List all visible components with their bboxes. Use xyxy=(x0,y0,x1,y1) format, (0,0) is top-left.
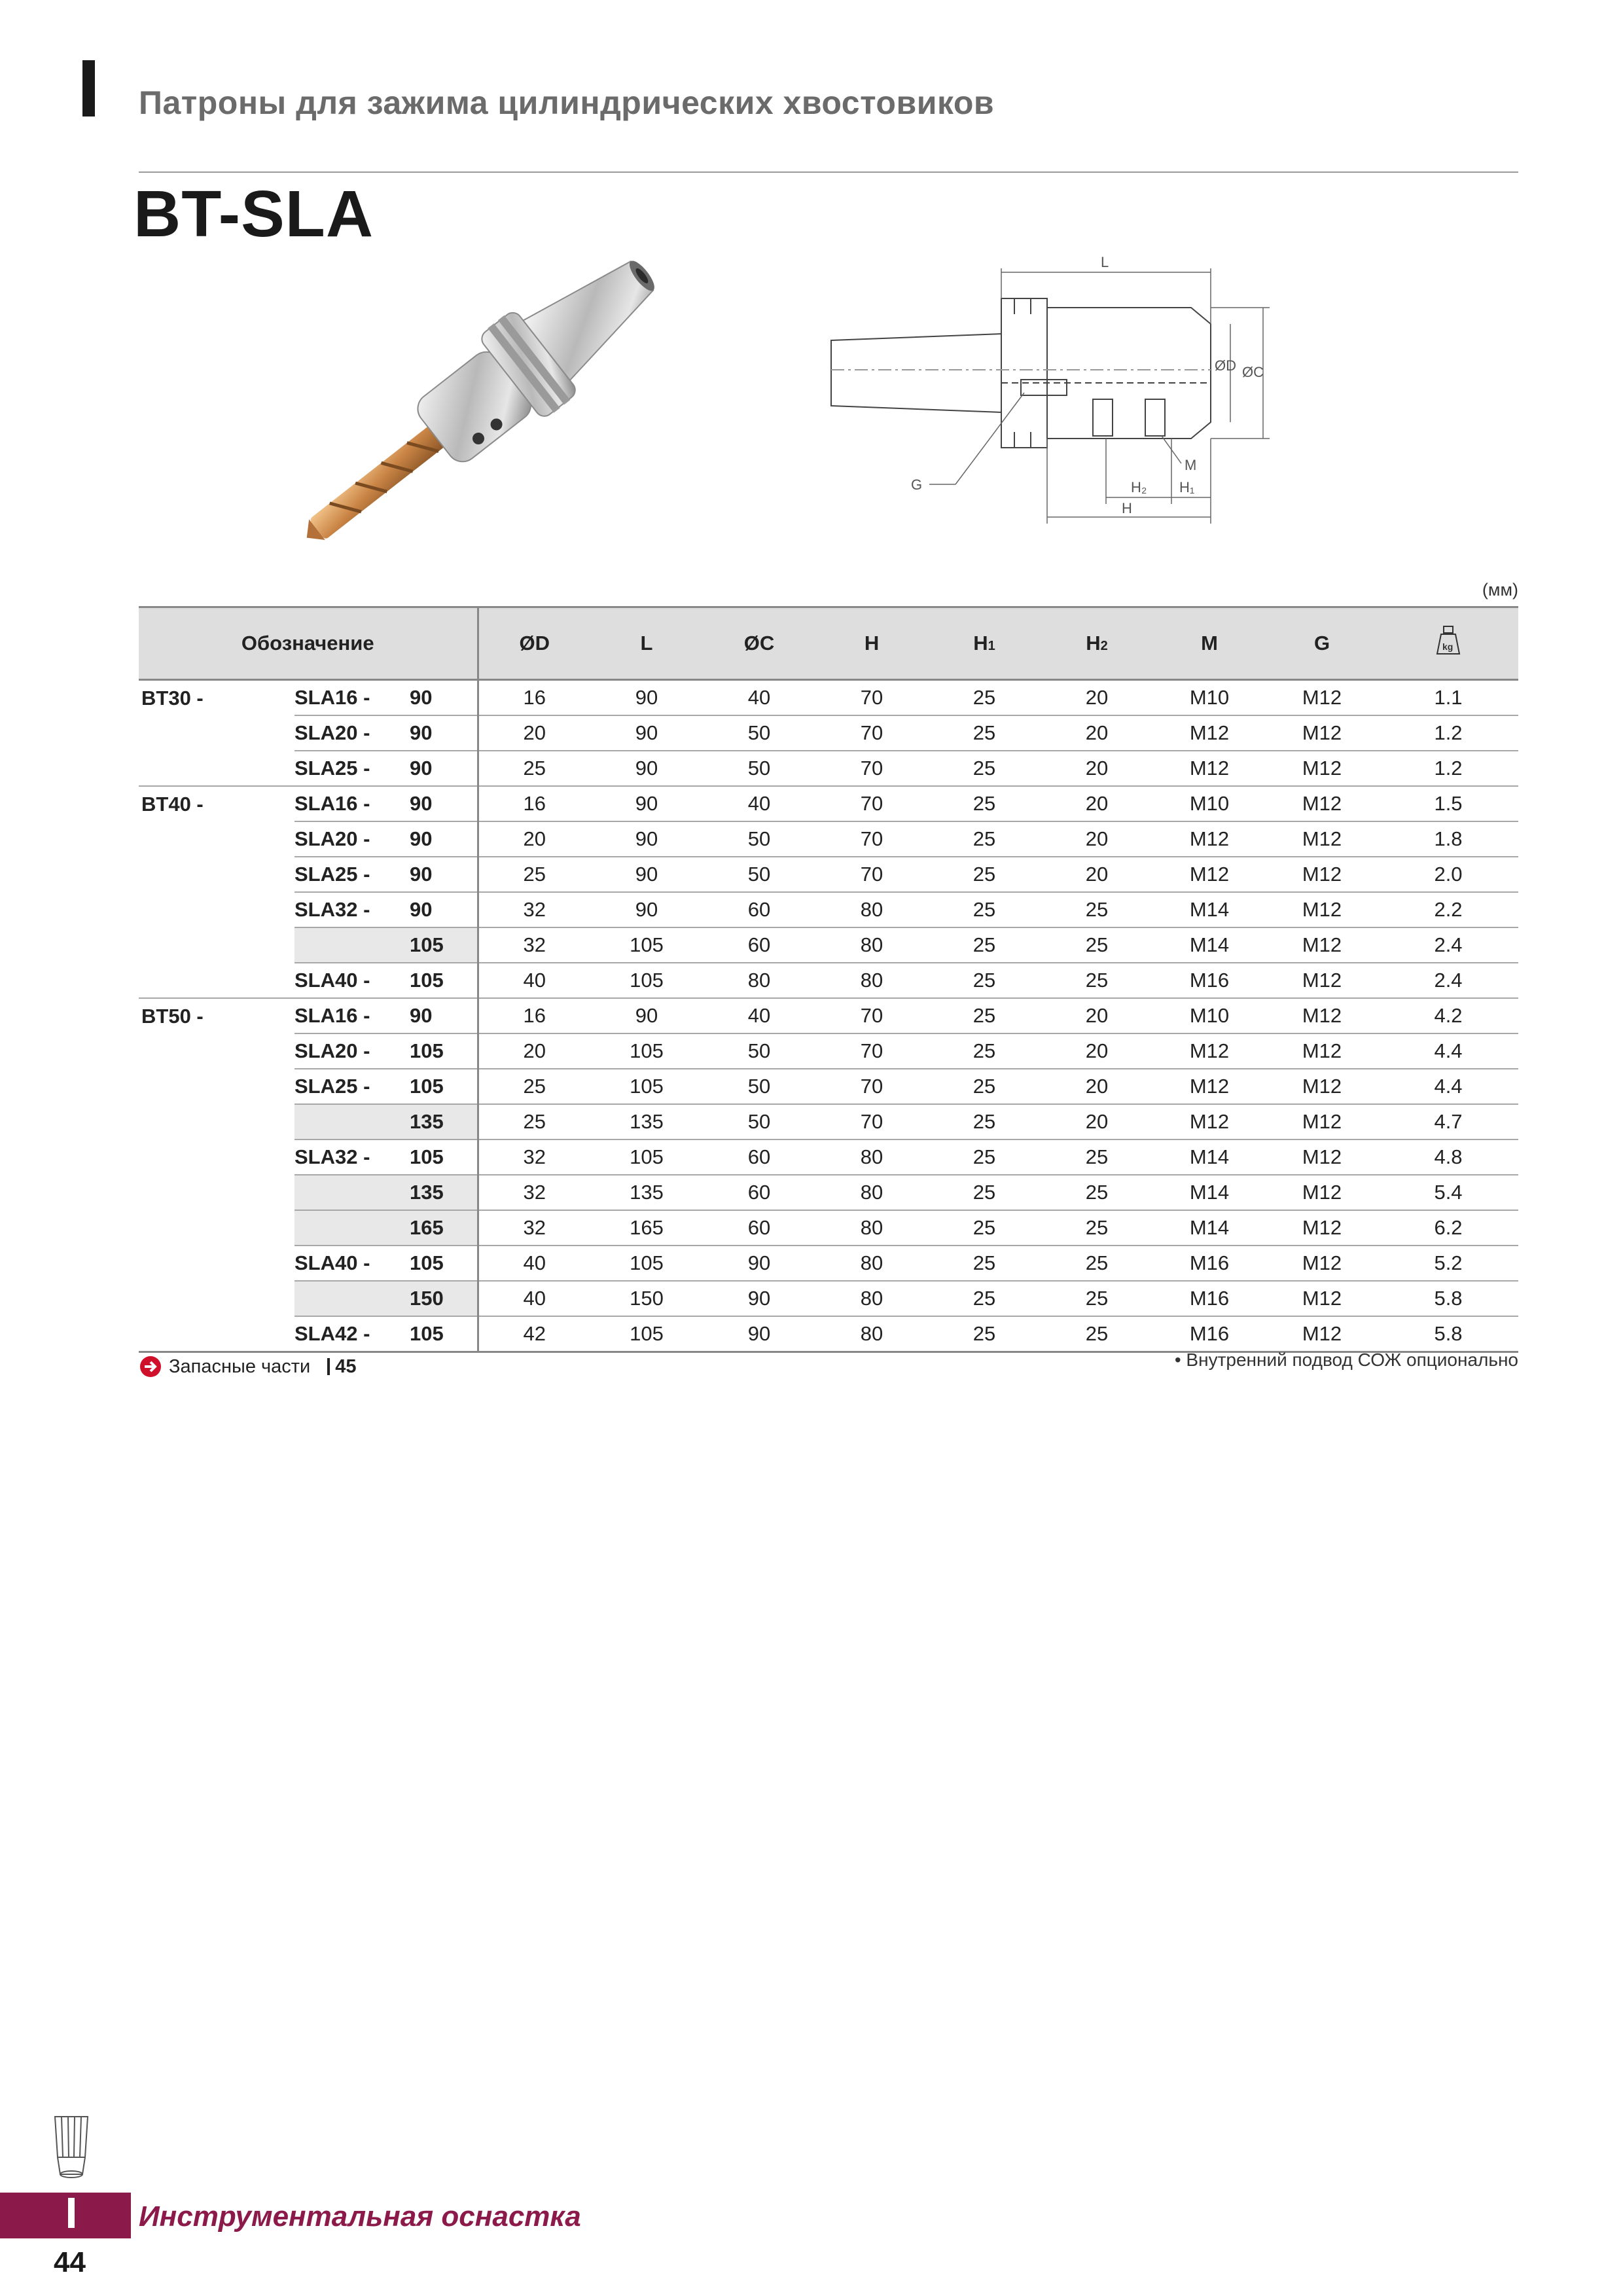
table-row xyxy=(139,1033,1518,1069)
value-cell-W: 6.2 xyxy=(1378,1210,1518,1246)
series-cell xyxy=(139,751,294,786)
units-label: (мм) xyxy=(1482,580,1518,600)
value-cell-H2: 25 xyxy=(1041,1281,1153,1316)
value-cell-H2: 25 xyxy=(1041,1210,1153,1246)
value-cell-D: 25 xyxy=(478,857,590,892)
arrow-circle-icon xyxy=(139,1355,162,1378)
value-cell-C: 50 xyxy=(703,751,815,786)
dim-M-label: M xyxy=(1185,457,1197,473)
value-cell-D: 40 xyxy=(478,1246,590,1281)
value-cell-M: M12 xyxy=(1153,1069,1266,1104)
value-cell-W: 5.2 xyxy=(1378,1246,1518,1281)
series-cell xyxy=(139,1033,294,1069)
footer-section-mark xyxy=(68,2198,75,2228)
value-cell-G: M12 xyxy=(1266,1210,1378,1246)
value-cell-W: 2.4 xyxy=(1378,963,1518,998)
value-cell-G: M12 xyxy=(1266,892,1378,927)
value-cell-H1: 25 xyxy=(928,892,1041,927)
value-cell-H: 80 xyxy=(815,927,928,963)
header-L: L xyxy=(590,607,703,680)
value-cell-H: 80 xyxy=(815,1139,928,1175)
value-cell-H1: 25 xyxy=(928,751,1041,786)
length-cell: 105 xyxy=(410,1246,478,1281)
value-cell-D: 40 xyxy=(478,1281,590,1316)
model-cell xyxy=(294,1281,410,1316)
value-cell-H: 80 xyxy=(815,1281,928,1316)
value-cell-D: 16 xyxy=(478,786,590,821)
value-cell-C: 50 xyxy=(703,715,815,751)
value-cell-H: 80 xyxy=(815,1175,928,1210)
dim-D-label: ØD xyxy=(1215,357,1236,374)
spare-parts-link[interactable] xyxy=(139,1355,357,1378)
table-row xyxy=(139,998,1518,1033)
value-cell-C: 50 xyxy=(703,1104,815,1139)
model-cell: SLA40 - xyxy=(294,963,410,998)
value-cell-H1: 25 xyxy=(928,1246,1041,1281)
series-cell xyxy=(139,715,294,751)
weight-kg-icon xyxy=(1432,625,1465,656)
model-cell: SLA25 - xyxy=(294,857,410,892)
value-cell-C: 50 xyxy=(703,821,815,857)
length-cell: 135 xyxy=(410,1104,478,1139)
value-cell-H2: 25 xyxy=(1041,963,1153,998)
value-cell-H1: 25 xyxy=(928,1175,1041,1210)
value-cell-H: 80 xyxy=(815,963,928,998)
value-cell-W: 5.8 xyxy=(1378,1281,1518,1316)
length-cell: 90 xyxy=(410,680,478,716)
value-cell-L: 105 xyxy=(590,1069,703,1104)
value-cell-C: 90 xyxy=(703,1281,815,1316)
value-cell-H: 70 xyxy=(815,1104,928,1139)
value-cell-L: 105 xyxy=(590,1246,703,1281)
value-cell-H: 80 xyxy=(815,1210,928,1246)
series-cell xyxy=(139,857,294,892)
table-row xyxy=(139,857,1518,892)
length-cell: 105 xyxy=(410,1316,478,1352)
value-cell-W: 2.2 xyxy=(1378,892,1518,927)
series-cell xyxy=(139,1069,294,1104)
value-cell-H: 70 xyxy=(815,821,928,857)
value-cell-M: M10 xyxy=(1153,680,1266,716)
table-row xyxy=(139,1246,1518,1281)
section-title: Патроны для зажима цилиндрических хвостовиков xyxy=(139,84,995,121)
value-cell-H1: 25 xyxy=(928,1210,1041,1246)
model-cell: SLA20 - xyxy=(294,715,410,751)
length-cell: 90 xyxy=(410,998,478,1033)
value-cell-C: 60 xyxy=(703,1139,815,1175)
length-cell: 105 xyxy=(410,963,478,998)
dim-H-label: H xyxy=(1122,500,1132,516)
table-row xyxy=(139,1316,1518,1352)
value-cell-H: 70 xyxy=(815,998,928,1033)
length-cell: 165 xyxy=(410,1210,478,1246)
value-cell-D: 25 xyxy=(478,751,590,786)
value-cell-M: M12 xyxy=(1153,821,1266,857)
dim-H1-label: H₁ xyxy=(1179,479,1195,495)
dim-L-label: L xyxy=(1101,254,1109,270)
section-marker-bar xyxy=(82,60,95,117)
value-cell-C: 60 xyxy=(703,927,815,963)
series-cell xyxy=(139,1175,294,1210)
value-cell-H2: 20 xyxy=(1041,1033,1153,1069)
value-cell-H1: 25 xyxy=(928,998,1041,1033)
value-cell-L: 105 xyxy=(590,1033,703,1069)
value-cell-W: 5.8 xyxy=(1378,1316,1518,1352)
value-cell-H1: 25 xyxy=(928,786,1041,821)
value-cell-H2: 25 xyxy=(1041,1139,1153,1175)
value-cell-H2: 20 xyxy=(1041,715,1153,751)
header-G: G xyxy=(1266,607,1378,680)
value-cell-H: 70 xyxy=(815,786,928,821)
series-cell: BT50 - xyxy=(141,1004,204,1028)
value-cell-L: 105 xyxy=(590,1316,703,1352)
dim-G-label: G xyxy=(911,476,923,493)
value-cell-G: M12 xyxy=(1266,680,1378,716)
value-cell-G: M12 xyxy=(1266,1033,1378,1069)
value-cell-G: M12 xyxy=(1266,1281,1378,1316)
svg-text:kg: kg xyxy=(1442,641,1454,652)
value-cell-D: 32 xyxy=(478,1139,590,1175)
length-cell: 105 xyxy=(410,1069,478,1104)
value-cell-L: 90 xyxy=(590,857,703,892)
table-row xyxy=(139,1104,1518,1139)
value-cell-C: 50 xyxy=(703,857,815,892)
value-cell-L: 135 xyxy=(590,1175,703,1210)
length-cell: 90 xyxy=(410,751,478,786)
value-cell-H1: 25 xyxy=(928,1281,1041,1316)
model-cell xyxy=(294,1175,410,1210)
model-cell xyxy=(294,1104,410,1139)
header-H: H xyxy=(815,607,928,680)
value-cell-C: 40 xyxy=(703,786,815,821)
table-row xyxy=(139,927,1518,963)
value-cell-G: M12 xyxy=(1266,1246,1378,1281)
value-cell-D: 32 xyxy=(478,892,590,927)
model-title: BT-SLA xyxy=(134,177,374,251)
value-cell-H2: 20 xyxy=(1041,998,1153,1033)
value-cell-G: M12 xyxy=(1266,1139,1378,1175)
value-cell-H1: 25 xyxy=(928,1069,1041,1104)
value-cell-H2: 20 xyxy=(1041,680,1153,716)
value-cell-C: 40 xyxy=(703,998,815,1033)
value-cell-M: M12 xyxy=(1153,751,1266,786)
length-cell: 90 xyxy=(410,786,478,821)
value-cell-D: 40 xyxy=(478,963,590,998)
value-cell-C: 90 xyxy=(703,1246,815,1281)
value-cell-D: 20 xyxy=(478,715,590,751)
value-cell-M: M14 xyxy=(1153,892,1266,927)
value-cell-L: 165 xyxy=(590,1210,703,1246)
value-cell-M: M14 xyxy=(1153,927,1266,963)
table-row xyxy=(139,751,1518,786)
spare-parts-label: Запасные части xyxy=(169,1355,311,1377)
table-row xyxy=(139,1175,1518,1210)
series-cell xyxy=(139,927,294,963)
value-cell-D: 25 xyxy=(478,1104,590,1139)
value-cell-H2: 20 xyxy=(1041,1069,1153,1104)
value-cell-W: 4.2 xyxy=(1378,998,1518,1033)
value-cell-H2: 25 xyxy=(1041,1175,1153,1210)
value-cell-L: 90 xyxy=(590,821,703,857)
value-cell-L: 105 xyxy=(590,1139,703,1175)
model-cell: SLA20 - xyxy=(294,821,410,857)
value-cell-L: 90 xyxy=(590,680,703,716)
length-cell: 105 xyxy=(410,1139,478,1175)
value-cell-H1: 25 xyxy=(928,715,1041,751)
value-cell-W: 1.2 xyxy=(1378,715,1518,751)
value-cell-L: 105 xyxy=(590,963,703,998)
value-cell-H: 70 xyxy=(815,680,928,716)
table-row xyxy=(139,1281,1518,1316)
value-cell-C: 40 xyxy=(703,680,815,716)
header-C: ØC xyxy=(703,607,815,680)
value-cell-H: 80 xyxy=(815,1246,928,1281)
value-cell-G: M12 xyxy=(1266,963,1378,998)
value-cell-L: 105 xyxy=(590,927,703,963)
length-cell: 90 xyxy=(410,892,478,927)
value-cell-H2: 20 xyxy=(1041,1104,1153,1139)
model-cell: SLA25 - xyxy=(294,751,410,786)
value-cell-H: 70 xyxy=(815,857,928,892)
header-D: ØD xyxy=(478,607,590,680)
value-cell-H1: 25 xyxy=(928,821,1041,857)
value-cell-M: M12 xyxy=(1153,1033,1266,1069)
model-cell: SLA16 - xyxy=(294,786,410,821)
value-cell-H1: 25 xyxy=(928,857,1041,892)
length-cell: 90 xyxy=(410,715,478,751)
series-cell xyxy=(139,963,294,998)
footer-band xyxy=(0,2193,131,2238)
value-cell-M: M10 xyxy=(1153,786,1266,821)
value-cell-D: 20 xyxy=(478,821,590,857)
value-cell-M: M12 xyxy=(1153,857,1266,892)
value-cell-H1: 25 xyxy=(928,927,1041,963)
value-cell-H: 70 xyxy=(815,715,928,751)
value-cell-H: 70 xyxy=(815,1033,928,1069)
value-cell-C: 80 xyxy=(703,963,815,998)
value-cell-W: 4.4 xyxy=(1378,1069,1518,1104)
model-cell xyxy=(294,927,410,963)
value-cell-W: 2.0 xyxy=(1378,857,1518,892)
model-cell: SLA40 - xyxy=(294,1246,410,1281)
value-cell-G: M12 xyxy=(1266,1316,1378,1352)
value-cell-L: 90 xyxy=(590,715,703,751)
value-cell-D: 16 xyxy=(478,998,590,1033)
value-cell-G: M12 xyxy=(1266,1175,1378,1210)
table-row xyxy=(139,786,1518,821)
value-cell-D: 25 xyxy=(478,1069,590,1104)
value-cell-L: 90 xyxy=(590,892,703,927)
value-cell-D: 20 xyxy=(478,1033,590,1069)
value-cell-G: M12 xyxy=(1266,927,1378,963)
value-cell-H2: 20 xyxy=(1041,786,1153,821)
table-row xyxy=(139,821,1518,857)
value-cell-H: 80 xyxy=(815,892,928,927)
spare-parts-page: 45 xyxy=(327,1358,356,1375)
table-row xyxy=(139,715,1518,751)
series-cell: BT30 - xyxy=(141,686,204,709)
length-cell: 90 xyxy=(410,821,478,857)
value-cell-D: 32 xyxy=(478,1175,590,1210)
value-cell-M: M16 xyxy=(1153,1281,1266,1316)
series-cell xyxy=(139,1104,294,1139)
value-cell-M: M10 xyxy=(1153,998,1266,1033)
value-cell-L: 90 xyxy=(590,751,703,786)
value-cell-H: 70 xyxy=(815,751,928,786)
length-cell: 105 xyxy=(410,1033,478,1069)
value-cell-M: M12 xyxy=(1153,1104,1266,1139)
value-cell-G: M12 xyxy=(1266,1104,1378,1139)
footer-title: Инструментальная оснастка xyxy=(139,2200,581,2233)
value-cell-H2: 20 xyxy=(1041,857,1153,892)
header-rule xyxy=(139,171,1518,173)
value-cell-D: 32 xyxy=(478,927,590,963)
series-cell: BT40 - xyxy=(141,792,204,816)
dim-H2-label: H₂ xyxy=(1131,479,1147,495)
length-cell: 90 xyxy=(410,857,478,892)
value-cell-G: M12 xyxy=(1266,715,1378,751)
value-cell-M: M14 xyxy=(1153,1175,1266,1210)
value-cell-M: M16 xyxy=(1153,1246,1266,1281)
value-cell-L: 150 xyxy=(590,1281,703,1316)
model-cell: SLA16 - xyxy=(294,680,410,716)
header-H1: H1 xyxy=(928,607,1041,680)
value-cell-H1: 25 xyxy=(928,1139,1041,1175)
table-row xyxy=(139,1139,1518,1175)
dim-C-label: ØC xyxy=(1242,364,1264,380)
technical-drawing xyxy=(805,242,1302,550)
value-cell-M: M12 xyxy=(1153,715,1266,751)
value-cell-C: 50 xyxy=(703,1033,815,1069)
model-cell: SLA32 - xyxy=(294,1139,410,1175)
value-cell-M: M16 xyxy=(1153,1316,1266,1352)
table-row xyxy=(139,1069,1518,1104)
series-cell xyxy=(139,1246,294,1281)
value-cell-W: 1.1 xyxy=(1378,680,1518,716)
value-cell-C: 60 xyxy=(703,892,815,927)
model-cell xyxy=(294,1210,410,1246)
model-cell: SLA25 - xyxy=(294,1069,410,1104)
value-cell-H2: 25 xyxy=(1041,927,1153,963)
header-designation: Обозначение xyxy=(139,607,478,680)
value-cell-W: 4.7 xyxy=(1378,1104,1518,1139)
value-cell-W: 2.4 xyxy=(1378,927,1518,963)
series-cell xyxy=(139,1281,294,1316)
value-cell-D: 16 xyxy=(478,680,590,716)
series-cell xyxy=(139,1316,294,1352)
value-cell-G: M12 xyxy=(1266,857,1378,892)
collet-icon xyxy=(46,2111,97,2189)
value-cell-G: M12 xyxy=(1266,1069,1378,1104)
value-cell-G: M12 xyxy=(1266,821,1378,857)
value-cell-H2: 20 xyxy=(1041,751,1153,786)
table-row xyxy=(139,1210,1518,1246)
series-cell xyxy=(139,1139,294,1175)
value-cell-W: 1.8 xyxy=(1378,821,1518,857)
length-cell: 135 xyxy=(410,1175,478,1210)
value-cell-H2: 25 xyxy=(1041,1246,1153,1281)
value-cell-H: 80 xyxy=(815,1316,928,1352)
table-header-row xyxy=(139,607,1518,680)
series-cell xyxy=(139,821,294,857)
value-cell-H1: 25 xyxy=(928,1104,1041,1139)
table-row xyxy=(139,680,1518,716)
model-cell: SLA32 - xyxy=(294,892,410,927)
value-cell-C: 50 xyxy=(703,1069,815,1104)
value-cell-H2: 20 xyxy=(1041,821,1153,857)
value-cell-G: M12 xyxy=(1266,786,1378,821)
length-cell: 105 xyxy=(410,927,478,963)
value-cell-C: 90 xyxy=(703,1316,815,1352)
value-cell-W: 5.4 xyxy=(1378,1175,1518,1210)
value-cell-H: 70 xyxy=(815,1069,928,1104)
model-cell: SLA20 - xyxy=(294,1033,410,1069)
value-cell-G: M12 xyxy=(1266,751,1378,786)
table-row xyxy=(139,892,1518,927)
value-cell-H2: 25 xyxy=(1041,1316,1153,1352)
value-cell-C: 60 xyxy=(703,1175,815,1210)
value-cell-H2: 25 xyxy=(1041,892,1153,927)
header-H2: H2 xyxy=(1041,607,1153,680)
value-cell-D: 32 xyxy=(478,1210,590,1246)
value-cell-C: 60 xyxy=(703,1210,815,1246)
header-M: M xyxy=(1153,607,1266,680)
value-cell-H1: 25 xyxy=(928,680,1041,716)
page-number: 44 xyxy=(54,2246,86,2278)
header-weight xyxy=(1378,607,1518,680)
value-cell-L: 90 xyxy=(590,998,703,1033)
series-cell xyxy=(139,1210,294,1246)
value-cell-H1: 25 xyxy=(928,1033,1041,1069)
model-cell: SLA16 - xyxy=(294,998,410,1033)
value-cell-M: M14 xyxy=(1153,1139,1266,1175)
value-cell-D: 42 xyxy=(478,1316,590,1352)
spec-table xyxy=(139,606,1518,1353)
value-cell-L: 135 xyxy=(590,1104,703,1139)
series-cell xyxy=(139,892,294,927)
value-cell-H1: 25 xyxy=(928,1316,1041,1352)
value-cell-W: 1.2 xyxy=(1378,751,1518,786)
value-cell-L: 90 xyxy=(590,786,703,821)
value-cell-H1: 25 xyxy=(928,963,1041,998)
coolant-note: • Внутренний подвод СОЖ опционально xyxy=(1174,1350,1518,1370)
length-cell: 150 xyxy=(410,1281,478,1316)
value-cell-W: 4.4 xyxy=(1378,1033,1518,1069)
value-cell-M: M16 xyxy=(1153,963,1266,998)
value-cell-W: 4.8 xyxy=(1378,1139,1518,1175)
value-cell-W: 1.5 xyxy=(1378,786,1518,821)
product-photo xyxy=(262,242,720,569)
value-cell-G: M12 xyxy=(1266,998,1378,1033)
value-cell-M: M14 xyxy=(1153,1210,1266,1246)
model-cell: SLA42 - xyxy=(294,1316,410,1352)
table-row xyxy=(139,963,1518,998)
